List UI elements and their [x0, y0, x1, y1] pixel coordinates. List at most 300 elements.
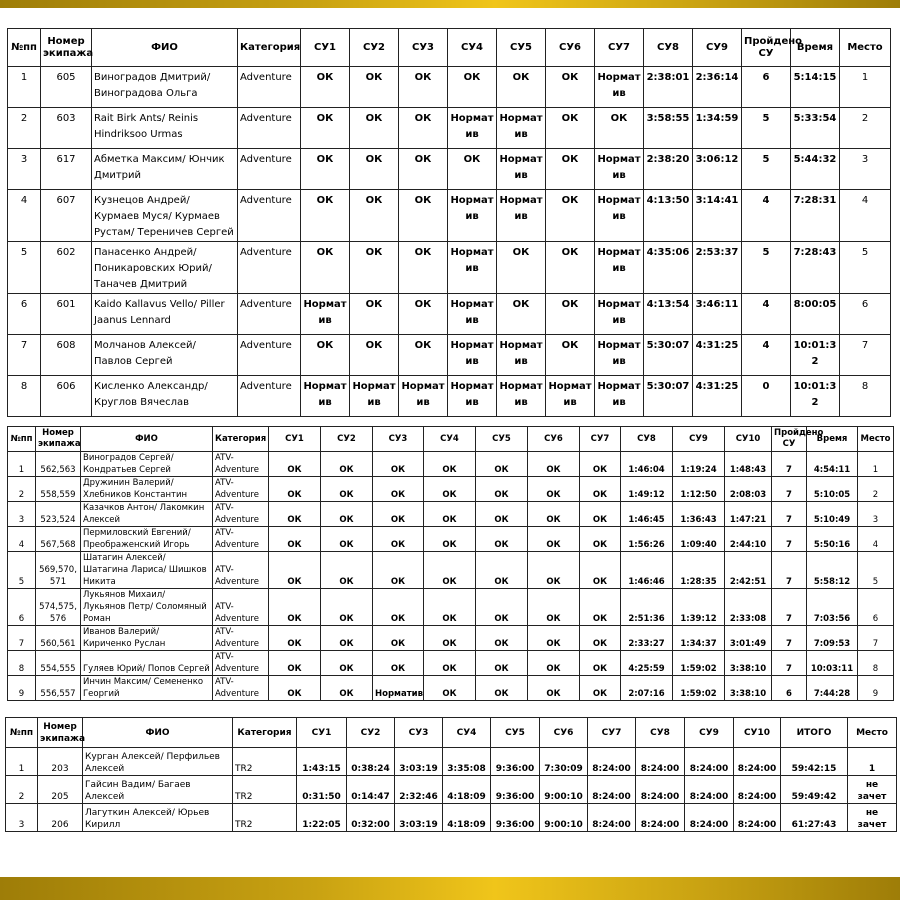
stage-status: ОК	[546, 242, 595, 294]
stage-status: ОК	[580, 589, 621, 626]
stage-status: ОК	[399, 108, 448, 149]
stage-status: ОК	[580, 651, 621, 676]
stage-status: ОК	[580, 477, 621, 502]
tr2-results-table	[5, 717, 897, 832]
stage-status: ОК	[321, 502, 373, 527]
column-header: СУ8	[636, 718, 685, 748]
stages-passed: 6	[772, 676, 807, 701]
column-header: СУ3	[399, 29, 448, 67]
total-time: 7:09:53	[807, 626, 858, 651]
total-time: 10:03:11	[807, 651, 858, 676]
stage-time: 8:24:00	[734, 776, 781, 804]
place: 3	[840, 149, 891, 190]
stage-time: 8:24:00	[685, 804, 734, 832]
row-number: 3	[8, 149, 41, 190]
crew-names: Гуляев Юрий/ Попов Сергей	[81, 651, 213, 676]
stage-time: 4:25:59	[621, 651, 673, 676]
stage-status: ОК	[546, 108, 595, 149]
crew-names: Пермиловский Евгений/ Преображенский Игорь	[81, 527, 213, 552]
stage-status: ОК	[476, 626, 528, 651]
total-time: 5:10:49	[807, 502, 858, 527]
row-number: 3	[6, 804, 38, 832]
stage-status: ОК	[373, 651, 424, 676]
stage-status: ОК	[424, 552, 476, 589]
place: 1	[858, 452, 894, 477]
stage-status: Норматив	[448, 376, 497, 417]
stage-status: Норматив	[448, 108, 497, 149]
total-time: 5:58:12	[807, 552, 858, 589]
crew-number: 554,555	[36, 651, 81, 676]
stage-status: ОК	[580, 676, 621, 701]
stage-time: 8:24:00	[636, 748, 685, 776]
stage-status: ОК	[321, 452, 373, 477]
row-number: 4	[8, 190, 41, 242]
table-row	[8, 67, 891, 108]
crew-names: Абметка Максим/ Юнчик Дмитрий	[92, 149, 238, 190]
crew-names: Казачков Антон/ Лакомкин Алексей	[81, 502, 213, 527]
column-header: СУ9	[673, 427, 725, 452]
category: ATV-Adventure	[213, 552, 269, 589]
stages-passed: 4	[742, 294, 791, 335]
stage-time: 3:03:19	[395, 804, 443, 832]
stage-status: ОК	[373, 452, 424, 477]
stage-status: ОК	[528, 502, 580, 527]
stage-time: 3:14:41	[693, 190, 742, 242]
stages-passed: 7	[772, 552, 807, 589]
column-header: СУ1	[297, 718, 347, 748]
table-row	[6, 748, 897, 776]
stage-time: 7:30:09	[540, 748, 588, 776]
stage-status: ОК	[269, 452, 321, 477]
table-row	[8, 294, 891, 335]
stage-status: ОК	[350, 294, 399, 335]
category: TR2	[233, 776, 297, 804]
stage-time: 3:35:08	[443, 748, 491, 776]
stage-status: ОК	[595, 108, 644, 149]
stage-status: ОК	[321, 589, 373, 626]
stage-time: 2:33:08	[725, 589, 772, 626]
stage-status: Норматив	[448, 335, 497, 376]
place: 1	[848, 748, 897, 776]
stage-status: ОК	[580, 527, 621, 552]
category: ATV-Adventure	[213, 676, 269, 701]
crew-number: 562,563	[36, 452, 81, 477]
stage-time: 1:56:26	[621, 527, 673, 552]
crew-names: Иванов Валерий/ Кириченко Руслан	[81, 626, 213, 651]
table-row	[8, 502, 894, 527]
stage-time: 3:06:12	[693, 149, 742, 190]
stage-status: ОК	[528, 589, 580, 626]
column-header: Время	[807, 427, 858, 452]
category: ATV-Adventure	[213, 589, 269, 626]
column-header: СУ3	[395, 718, 443, 748]
stage-time: 1:19:24	[673, 452, 725, 477]
stage-status: ОК	[350, 335, 399, 376]
crew-number: 206	[38, 804, 83, 832]
stage-status: ОК	[476, 651, 528, 676]
column-header: СУ8	[621, 427, 673, 452]
stage-status: ОК	[528, 676, 580, 701]
stage-status: ОК	[424, 527, 476, 552]
stage-status: Норматив	[301, 294, 350, 335]
stage-status: ОК	[399, 149, 448, 190]
row-number: 5	[8, 242, 41, 294]
stages-passed: 5	[742, 242, 791, 294]
column-header: ФИО	[83, 718, 233, 748]
total-time: 59:42:15	[781, 748, 848, 776]
stages-passed: 4	[742, 335, 791, 376]
stage-status: Норматив	[399, 376, 448, 417]
stage-time: 2:44:10	[725, 527, 772, 552]
stage-status: ОК	[399, 335, 448, 376]
stage-status: ОК	[424, 477, 476, 502]
stage-status: ОК	[269, 676, 321, 701]
table-row	[8, 335, 891, 376]
crew-number: 569,570,571	[36, 552, 81, 589]
stages-passed: 5	[742, 108, 791, 149]
table-row	[8, 676, 894, 701]
table-row	[8, 190, 891, 242]
column-header: СУ2	[350, 29, 399, 67]
column-header: Номер экипажа	[41, 29, 92, 67]
stage-status: ОК	[580, 502, 621, 527]
row-number: 2	[6, 776, 38, 804]
crew-names: Лукьянов Михаил/ Лукьянов Петр/ Соломяный Роман	[81, 589, 213, 626]
total-time: 10:01:32	[791, 335, 840, 376]
place: 5	[840, 242, 891, 294]
crew-number: 205	[38, 776, 83, 804]
stage-status: ОК	[269, 477, 321, 502]
column-header: СУ5	[476, 427, 528, 452]
place: 4	[840, 190, 891, 242]
stage-time: 3:58:55	[644, 108, 693, 149]
stage-status: ОК	[301, 190, 350, 242]
stage-time: 1:59:02	[673, 651, 725, 676]
crew-number: 601	[41, 294, 92, 335]
crew-number: 558,559	[36, 477, 81, 502]
stage-status: ОК	[321, 477, 373, 502]
stage-status: ОК	[269, 589, 321, 626]
stage-time: 8:24:00	[636, 804, 685, 832]
stage-time: 1:43:15	[297, 748, 347, 776]
stage-time: 8:24:00	[685, 776, 734, 804]
stage-time: 1:12:50	[673, 477, 725, 502]
category: Adventure	[238, 149, 301, 190]
stage-status: ОК	[476, 589, 528, 626]
total-time: 59:49:42	[781, 776, 848, 804]
stage-time: 1:22:05	[297, 804, 347, 832]
crew-number: 606	[41, 376, 92, 417]
stage-status: Норматив	[448, 294, 497, 335]
stage-status: ОК	[424, 626, 476, 651]
crew-names: Молчанов Алексей/ Павлов Сергей	[92, 335, 238, 376]
stage-status: ОК	[546, 190, 595, 242]
place: 1	[840, 67, 891, 108]
crew-names: Rait Birk Ants/ Reinis Hindriksoo Urmas	[92, 108, 238, 149]
column-header: СУ4	[448, 29, 497, 67]
atv-results-table	[7, 426, 894, 701]
stage-time: 1:46:46	[621, 552, 673, 589]
stage-time: 3:01:49	[725, 626, 772, 651]
row-number: 1	[6, 748, 38, 776]
crew-number: 574,575,576	[36, 589, 81, 626]
stage-time: 4:31:25	[693, 376, 742, 417]
column-header: СУ2	[321, 427, 373, 452]
stage-status: Норматив	[595, 242, 644, 294]
crew-names: Шатагин Алексей/ Шатагина Лариса/ Шишков Никита	[81, 552, 213, 589]
stage-time: 2:42:51	[725, 552, 772, 589]
stage-status: Норматив	[497, 149, 546, 190]
place: 7	[840, 335, 891, 376]
column-header: СУ1	[301, 29, 350, 67]
total-time: 5:14:15	[791, 67, 840, 108]
stage-status: ОК	[476, 676, 528, 701]
place: не зачет	[848, 804, 897, 832]
stage-status: ОК	[269, 527, 321, 552]
place: 2	[858, 477, 894, 502]
stage-time: 2:33:27	[621, 626, 673, 651]
stage-status: ОК	[476, 452, 528, 477]
category: ATV-Adventure	[213, 502, 269, 527]
gold-footer-bar	[0, 877, 900, 900]
category: Adventure	[238, 108, 301, 149]
stage-status: ОК	[497, 294, 546, 335]
crew-names: Панасенко Андрей/ Поникаровских Юрий/ Таначев Дмитрий	[92, 242, 238, 294]
row-number: 8	[8, 651, 36, 676]
place: 3	[858, 502, 894, 527]
row-number: 1	[8, 67, 41, 108]
stage-status: ОК	[448, 67, 497, 108]
stages-passed: 6	[742, 67, 791, 108]
category: ATV-Adventure	[213, 477, 269, 502]
stage-status: ОК	[269, 651, 321, 676]
crew-number: 567,568	[36, 527, 81, 552]
stage-status: ОК	[476, 527, 528, 552]
stage-status: ОК	[497, 67, 546, 108]
stage-time: 3:46:11	[693, 294, 742, 335]
stage-time: 2:51:36	[621, 589, 673, 626]
stage-status: ОК	[424, 651, 476, 676]
stage-time: 9:36:00	[491, 776, 540, 804]
crew-names: Виноградов Дмитрий/ Виноградова Ольга	[92, 67, 238, 108]
stage-status: Норматив	[595, 190, 644, 242]
category: ATV-Adventure	[213, 651, 269, 676]
stage-time: 1:49:12	[621, 477, 673, 502]
table-row	[8, 108, 891, 149]
stage-time: 4:35:06	[644, 242, 693, 294]
stage-time: 8:24:00	[636, 776, 685, 804]
stage-status: ОК	[528, 626, 580, 651]
row-number: 3	[8, 502, 36, 527]
stage-status: ОК	[350, 149, 399, 190]
table-row	[8, 552, 894, 589]
stages-passed: 7	[772, 477, 807, 502]
table-header-row	[8, 29, 891, 67]
category: ATV-Adventure	[213, 527, 269, 552]
total-time: 4:54:11	[807, 452, 858, 477]
stage-status: ОК	[321, 552, 373, 589]
stage-status: ОК	[373, 477, 424, 502]
crew-number: 608	[41, 335, 92, 376]
column-header: СУ5	[497, 29, 546, 67]
stage-status: ОК	[546, 294, 595, 335]
stage-status: Норматив	[350, 376, 399, 417]
stage-status: ОК	[580, 552, 621, 589]
column-header: ФИО	[81, 427, 213, 452]
stage-status: ОК	[373, 626, 424, 651]
stage-time: 1:48:43	[725, 452, 772, 477]
stage-time: 3:38:10	[725, 651, 772, 676]
row-number: 5	[8, 552, 36, 589]
category: ATV-Adventure	[213, 452, 269, 477]
stage-time: 2:07:16	[621, 676, 673, 701]
stages-passed: 7	[772, 452, 807, 477]
category: Adventure	[238, 190, 301, 242]
stages-passed: 4	[742, 190, 791, 242]
stages-passed: 7	[772, 589, 807, 626]
column-header: СУ1	[269, 427, 321, 452]
stages-passed: 7	[772, 626, 807, 651]
place: 2	[840, 108, 891, 149]
stage-status: ОК	[321, 527, 373, 552]
stage-time: 2:38:20	[644, 149, 693, 190]
stages-passed: 7	[772, 527, 807, 552]
stage-time: 5:30:07	[644, 335, 693, 376]
column-header: СУ4	[443, 718, 491, 748]
stage-time: 1:59:02	[673, 676, 725, 701]
stage-time: 1:36:43	[673, 502, 725, 527]
stage-status: ОК	[476, 502, 528, 527]
stage-time: 2:53:37	[693, 242, 742, 294]
total-time: 7:03:56	[807, 589, 858, 626]
row-number: 7	[8, 335, 41, 376]
column-header: СУ6	[540, 718, 588, 748]
stage-status: ОК	[373, 502, 424, 527]
category: TR2	[233, 748, 297, 776]
column-header: Пройдено СУ	[742, 29, 791, 67]
row-number: 6	[8, 589, 36, 626]
table-row	[8, 651, 894, 676]
total-time: 61:27:43	[781, 804, 848, 832]
stage-status: ОК	[269, 552, 321, 589]
crew-number: 603	[41, 108, 92, 149]
crew-number: 602	[41, 242, 92, 294]
row-number: 4	[8, 527, 36, 552]
place: 6	[840, 294, 891, 335]
column-header: СУ9	[685, 718, 734, 748]
table-header-row	[8, 427, 894, 452]
column-header: СУ8	[644, 29, 693, 67]
table-row	[8, 589, 894, 626]
column-header: СУ7	[588, 718, 636, 748]
stage-time: 4:13:50	[644, 190, 693, 242]
total-time: 5:50:16	[807, 527, 858, 552]
place: 8	[840, 376, 891, 417]
crew-number: 560,561	[36, 626, 81, 651]
crew-names: Кисленко Александр/ Круглов Вячеслав	[92, 376, 238, 417]
stage-status: ОК	[350, 190, 399, 242]
column-header: СУ2	[347, 718, 395, 748]
stage-status: Норматив	[448, 242, 497, 294]
crew-number: 523,524	[36, 502, 81, 527]
stage-status: ОК	[350, 108, 399, 149]
column-header: СУ7	[580, 427, 621, 452]
column-header: №пп	[6, 718, 38, 748]
column-header: Категория	[233, 718, 297, 748]
column-header: Место	[840, 29, 891, 67]
total-time: 7:28:43	[791, 242, 840, 294]
table-row	[8, 527, 894, 552]
stage-status: Норматив	[497, 190, 546, 242]
column-header: №пп	[8, 29, 41, 67]
place: 4	[858, 527, 894, 552]
stage-time: 9:36:00	[491, 748, 540, 776]
stage-status: Норматив	[373, 676, 424, 701]
stage-time: 1:39:12	[673, 589, 725, 626]
stage-time: 1:28:35	[673, 552, 725, 589]
row-number: 1	[8, 452, 36, 477]
stage-time: 2:32:46	[395, 776, 443, 804]
crew-names: Гайсин Вадим/ Багаев Алексей	[83, 776, 233, 804]
column-header: №пп	[8, 427, 36, 452]
place: 6	[858, 589, 894, 626]
stage-status: ОК	[321, 651, 373, 676]
column-header: ФИО	[92, 29, 238, 67]
stage-time: 4:31:25	[693, 335, 742, 376]
stage-time: 2:38:01	[644, 67, 693, 108]
total-time: 10:01:32	[791, 376, 840, 417]
stages-passed: 5	[742, 149, 791, 190]
crew-number: 203	[38, 748, 83, 776]
category: Adventure	[238, 67, 301, 108]
stage-status: ОК	[269, 626, 321, 651]
stage-time: 2:36:14	[693, 67, 742, 108]
stage-status: Норматив	[546, 376, 595, 417]
stage-time: 2:08:03	[725, 477, 772, 502]
stage-status: ОК	[476, 477, 528, 502]
crew-names: Инчин Максим/ Семененко Георгий	[81, 676, 213, 701]
table-row	[8, 376, 891, 417]
crew-number: 617	[41, 149, 92, 190]
place: не зачет	[848, 776, 897, 804]
crew-names: Дружинин Валерий/ Хлебников Константин	[81, 477, 213, 502]
column-header: СУ6	[528, 427, 580, 452]
stage-time: 0:32:00	[347, 804, 395, 832]
stage-time: 8:24:00	[685, 748, 734, 776]
row-number: 6	[8, 294, 41, 335]
stage-time: 3:03:19	[395, 748, 443, 776]
stage-status: Норматив	[595, 67, 644, 108]
stage-status: ОК	[528, 552, 580, 589]
stage-time: 8:24:00	[734, 748, 781, 776]
crew-number: 607	[41, 190, 92, 242]
stage-time: 9:00:10	[540, 804, 588, 832]
column-header: СУ6	[546, 29, 595, 67]
column-header: СУ4	[424, 427, 476, 452]
stage-time: 1:09:40	[673, 527, 725, 552]
stage-status: Норматив	[497, 376, 546, 417]
stage-time: 1:46:04	[621, 452, 673, 477]
crew-number: 605	[41, 67, 92, 108]
stage-status: ОК	[546, 335, 595, 376]
stages-passed: 7	[772, 502, 807, 527]
stage-time: 1:34:37	[673, 626, 725, 651]
stage-status: ОК	[448, 149, 497, 190]
table-row	[8, 626, 894, 651]
stage-status: ОК	[301, 242, 350, 294]
stage-status: ОК	[301, 149, 350, 190]
place: 8	[858, 651, 894, 676]
